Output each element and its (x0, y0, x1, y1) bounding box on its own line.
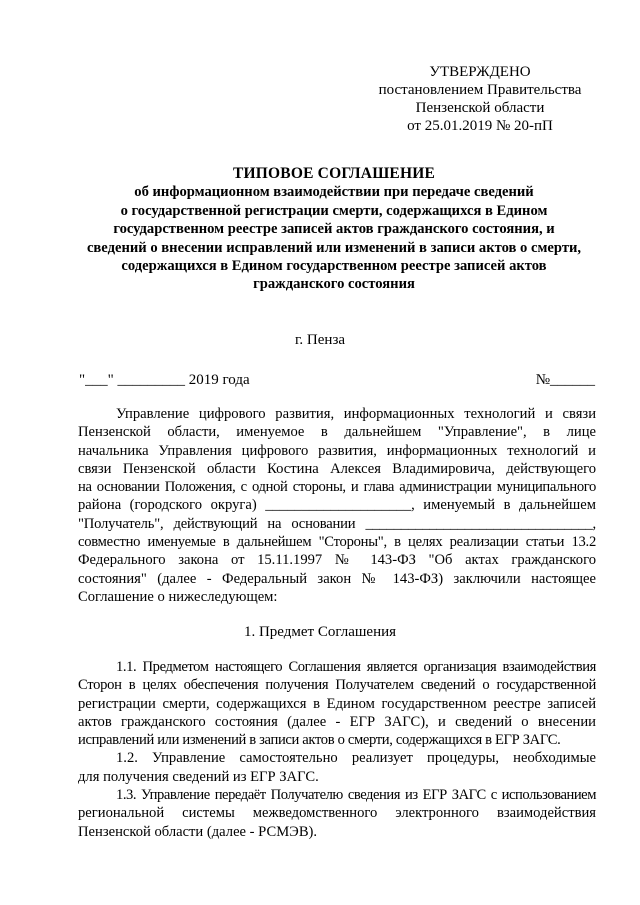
intro-line: Пензенской области, именуемое в дальнейшем "Управление", в лице (78, 424, 596, 441)
paragraph-1-2-line: 1.2. Управление самостоятельно реализует процедуры, необходимые (116, 750, 596, 767)
city-label: г. Пенза (294, 332, 346, 348)
approval-line: постановлением Правительства (378, 82, 582, 98)
document-title (64, 165, 604, 294)
agreement-date: "___" _________ 2019 года (79, 372, 250, 388)
intro-line: района (городского округа) ____________________, именуемый в дальнейшем (78, 497, 596, 514)
paragraph-1-1-line: исправлений или изменений в записи актов о смерти, содержащихся в ЕГР ЗАГС. (78, 732, 561, 749)
intro-paragraph (78, 405, 596, 606)
agreement-number: №______ (535, 372, 595, 388)
title-main: ТИПОВОЕ СОГЛАШЕНИЕ (232, 165, 436, 182)
section-1-body (78, 658, 596, 841)
paragraph-1-1-line: регистрации смерти, содержащихся в Едином государственном реестре записей (78, 695, 596, 712)
title-line: сведений о внесении исправлений или изменений в записи актов о смерти, (86, 239, 582, 256)
paragraph-1-1-line: актов гражданского состояния (далее - ЕГР ЗАГС), и сведений о внесении (78, 713, 596, 730)
paragraph-1-1-line: Сторон в целях обеспечения получения Получателем сведений о государственной (78, 677, 596, 694)
title-line: государственном реестре записей актов гражданского состояния, и (113, 221, 555, 238)
intro-line: совместно именуемые в дальнейшем "Стороны", в целях реализации статьи 13.2 (78, 534, 596, 551)
intro-line: Управление цифрового развития, информационных технологий и связи (116, 406, 596, 422)
approval-date: от 25.01.2019 № 20-пП (407, 118, 553, 134)
approval-title: УТВЕРЖДЕНО (429, 64, 531, 80)
intro-line: Соглашение о нижеследующем: (78, 588, 278, 605)
approval-stamp (360, 63, 600, 135)
intro-line: Федерального закона от 15.11.1997 № 143-ФЗ "Об актах гражданского (78, 552, 596, 569)
paragraph-1-2-line: для получения сведений из ЕГР ЗАГС. (78, 768, 319, 785)
paragraph-1-3-line: региональной системы межведомственного электронного взаимодействия (78, 805, 596, 822)
approval-line: Пензенской области (415, 100, 545, 116)
title-line: содержащихся в Едином государственном реестре записей актов (121, 258, 547, 275)
intro-line: состояния" (далее - Федеральный закон № 143-ФЗ) заключили настоящее (78, 570, 596, 587)
paragraph-1-3-line: 1.3. Управление передаёт Получателю сведения из ЕГР ЗАГС с использованием (116, 787, 596, 804)
title-line: об информационном взаимодействии при передаче сведений (134, 184, 534, 201)
title-line: о государственной регистрации смерти, содержащихся в Едином (120, 202, 548, 219)
section-heading: 1. Предмет Соглашения (243, 624, 397, 640)
intro-line: "Получатель", действующий на основании ________________________________, (78, 515, 596, 532)
paragraph-1-1-line: 1.1. Предметом настоящего Соглашения является организация взаимодействия (116, 659, 596, 675)
title-line: гражданского состояния (253, 276, 415, 293)
intro-line: на основании Положения, с одной стороны, и глава администрации муниципального (78, 479, 596, 496)
intro-line: начальника Управления цифрового развития, информационных технологий и (78, 442, 596, 459)
paragraph-1-3-line: Пензенской области (далее - РСМЭВ). (78, 823, 318, 840)
intro-line: связи Пензенской области Костина Алексея Владимировича, действующего (78, 460, 596, 477)
